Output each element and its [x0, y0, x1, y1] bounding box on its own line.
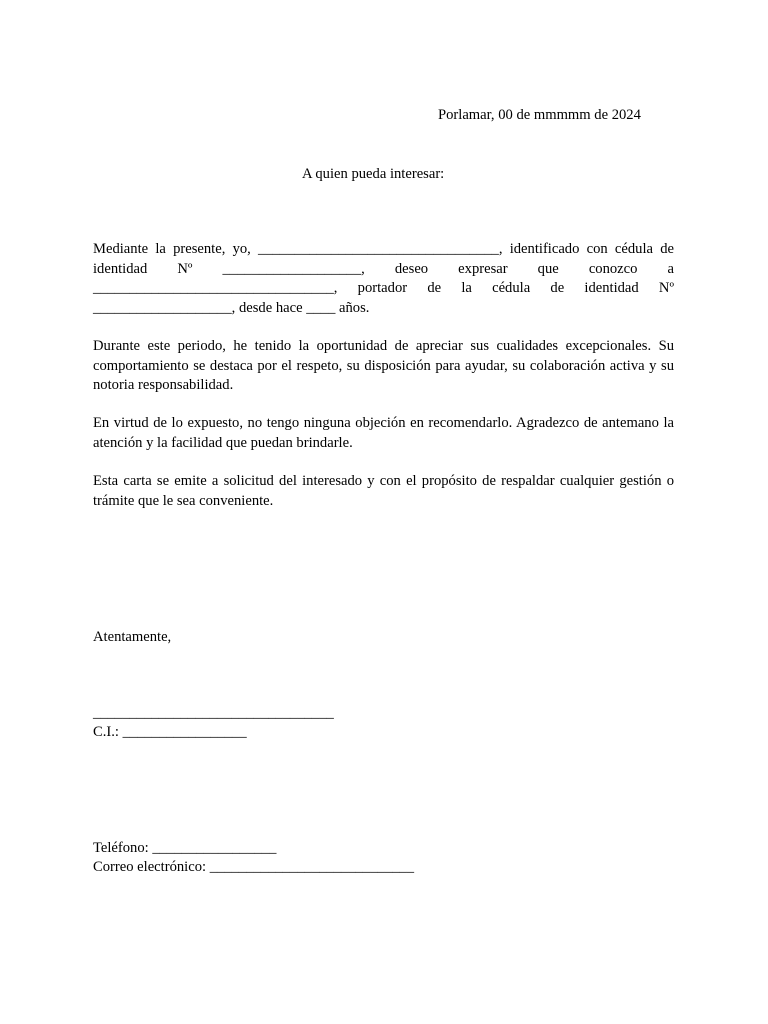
phone-line: Teléfono: _________________ — [93, 840, 277, 856]
signature-line: _________________________________ — [93, 705, 334, 721]
ci-line: C.I.: _________________ — [93, 724, 247, 740]
paragraph-qualities: Durante este periodo, he tenido la oportunidad de apreciar sus cualidades excepcionales. Su comportamiento se destaca por el respeto, su disposición para ayudar, su colaboración activa y su notoria responsabilidad. — [93, 338, 674, 393]
salutation: A quien pueda interesar: — [302, 166, 445, 182]
closing: Atentamente, — [93, 629, 172, 645]
paragraph-recommendation: En virtud de lo expuesto, no tengo ninguna objeción en recomendarlo. Agradezco de antemano la atención y la facilidad que puedan brindarle. — [93, 415, 674, 451]
paragraph-purpose: Esta carta se emite a solicitud del interesado y con el propósito de respaldar cualquier gestión o trámite que le sea conveniente. — [93, 473, 674, 509]
paragraph-introduction: Mediante la presente, yo, _________________________________, identificado con cédula de identidad Nº ___________________, deseo expresar que conozco a _________________________________, portador de la cédula de identidad Nº ___________________, desde hace ____ años. — [93, 241, 674, 316]
date-line: Porlamar, 00 de mmmmm de 2024 — [438, 107, 641, 123]
email-line: Correo electrónico: ____________________________ — [93, 859, 415, 875]
